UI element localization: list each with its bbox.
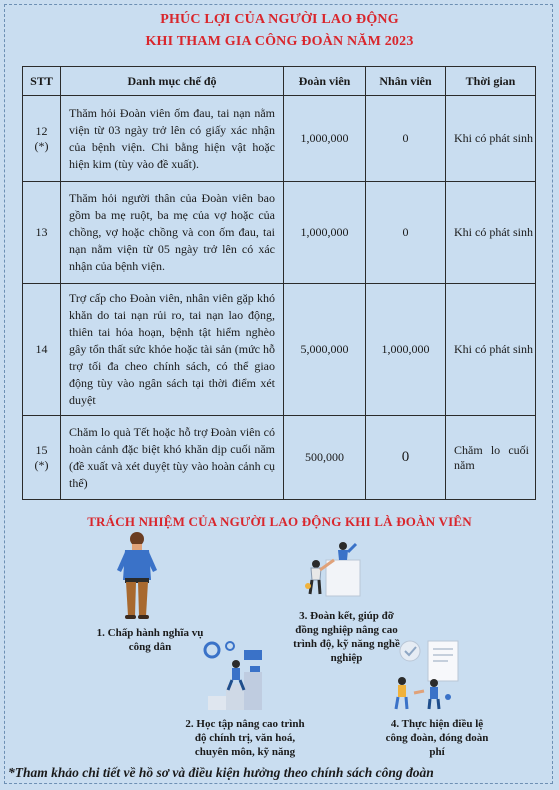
stt-marker: (*) (34, 457, 49, 472)
row-member-amount: 5,000,000 (284, 284, 366, 416)
footnote: *Tham khảo chi tiết về hồ sơ và điều kiện hưởng theo chính sách công đoàn (8, 765, 434, 780)
column-header-stt: STT (23, 67, 61, 96)
row-member-amount: 500,000 (284, 416, 366, 500)
stt-number: 15 (35, 442, 48, 457)
page-title-line2: KHI THAM GIA CÔNG ĐOÀN NĂM 2023 (145, 34, 414, 49)
stt-marker: (*) (34, 138, 49, 153)
column-header-member: Đoàn viên (284, 67, 366, 96)
table-row (23, 284, 536, 416)
responsibility-text: độ chính trị, văn hoá, (194, 732, 296, 744)
row-employee-amount: 1,000,000 (366, 284, 446, 416)
row-member-amount: 1,000,000 (284, 182, 366, 284)
responsibility-text: 3. Đoàn kết, giúp đỡ (299, 610, 394, 622)
table-row (23, 96, 536, 182)
responsibility-text: 4. Thực hiện điều lệ (390, 718, 484, 730)
teamwork-illustration (300, 540, 370, 598)
row-employee-amount: 0 (366, 416, 446, 500)
table-row (23, 416, 536, 500)
row-time: Khi có phát sinh (446, 182, 536, 284)
row-time: Khi có phát sinh (446, 284, 536, 416)
stt-number: 14 (35, 342, 48, 356)
responsibility-text: chuyên môn, kỹ năng (194, 746, 296, 758)
responsibility-text: 2. Học tập nâng cao trình (185, 718, 305, 730)
row-time: Khi có phát sinh (446, 96, 536, 182)
row-member-amount: 1,000,000 (284, 96, 366, 182)
table-row (23, 182, 536, 284)
benefits-table (22, 66, 536, 500)
responsibility-text: đồng nghiệp nâng cao (295, 624, 398, 636)
column-header-employee: Nhân viên (366, 67, 446, 96)
page-title-line1: PHÚC LỢI CỦA NGƯỜI LAO ĐỘNG (160, 12, 399, 27)
row-stt (23, 182, 61, 284)
row-employee-amount: 0 (366, 96, 446, 182)
responsibilities-title: TRÁCH NHIỆM CỦA NGƯỜI LAO ĐỘNG KHI LÀ ĐOÀN VIÊN (87, 514, 472, 529)
column-header-time: Thời gian (446, 67, 536, 96)
row-stt (23, 96, 61, 182)
responsibility-text: trình độ, kỹ năng nghề (293, 638, 400, 650)
responsibility-text: 1. Chấp hành nghĩa vụ (96, 627, 204, 639)
stt-number: 12 (35, 123, 48, 138)
responsibility-text: phí (429, 746, 445, 758)
row-employee-amount: 0 (366, 182, 446, 284)
row-description: Chăm lo quà Tết hoặc hỗ trợ Đoàn viên có hoàn cảnh đặc biệt khó khăn dịp cuối năm (đề xuất và xét duyệt tùy vào hoàn cảnh cụ thể) (61, 416, 284, 500)
row-description: Thăm hỏi người thân của Đoàn viên bao gồm ba mẹ ruột, ba mẹ của vợ hoặc của chồng, vợ hoặc chồng và con ốm đau, tai nạn nằm viện từ 05 ngày trở lên có xác nhận của bệnh viện. (61, 182, 284, 284)
responsibility-text: công dân (128, 641, 172, 653)
responsibility-item-3 (274, 609, 419, 665)
row-description: Thăm hỏi Đoàn viên ốm đau, tai nạn nằm viện từ 03 ngày trở lên có giấy xác nhận của bệnh viện. Chi bằng hiện vật hoặc hiện kim (tùy vào đề xuất). (61, 96, 284, 182)
column-header-category: Danh mục chế độ (61, 67, 284, 96)
row-description: Trợ cấp cho Đoàn viên, nhân viên gặp khó khăn do tai nạn rủi ro, tai nạn lao động, thiên tai hỏa hoạn, bệnh tật hiểm nghèo gây tổn thất sức khỏe hoặc tài sản (mức hỗ trợ tối đa cheo chính sách, có thể giao động tùy vào ngân sách tại thời điểm xét duyệt (61, 284, 284, 416)
row-stt (23, 416, 61, 500)
row-time: Chăm lo cuối năm (446, 416, 536, 500)
responsibility-item-4 (362, 717, 512, 759)
responsibility-item-2 (160, 717, 330, 759)
standing-man-illustration (112, 530, 162, 622)
responsibility-text: nghiệp (330, 652, 363, 664)
responsibility-text: công đoàn, đóng đoàn (385, 732, 489, 744)
responsibility-item-1 (70, 626, 230, 654)
table-header-row (23, 67, 536, 96)
row-stt (23, 284, 61, 416)
stt-number: 13 (35, 225, 48, 239)
